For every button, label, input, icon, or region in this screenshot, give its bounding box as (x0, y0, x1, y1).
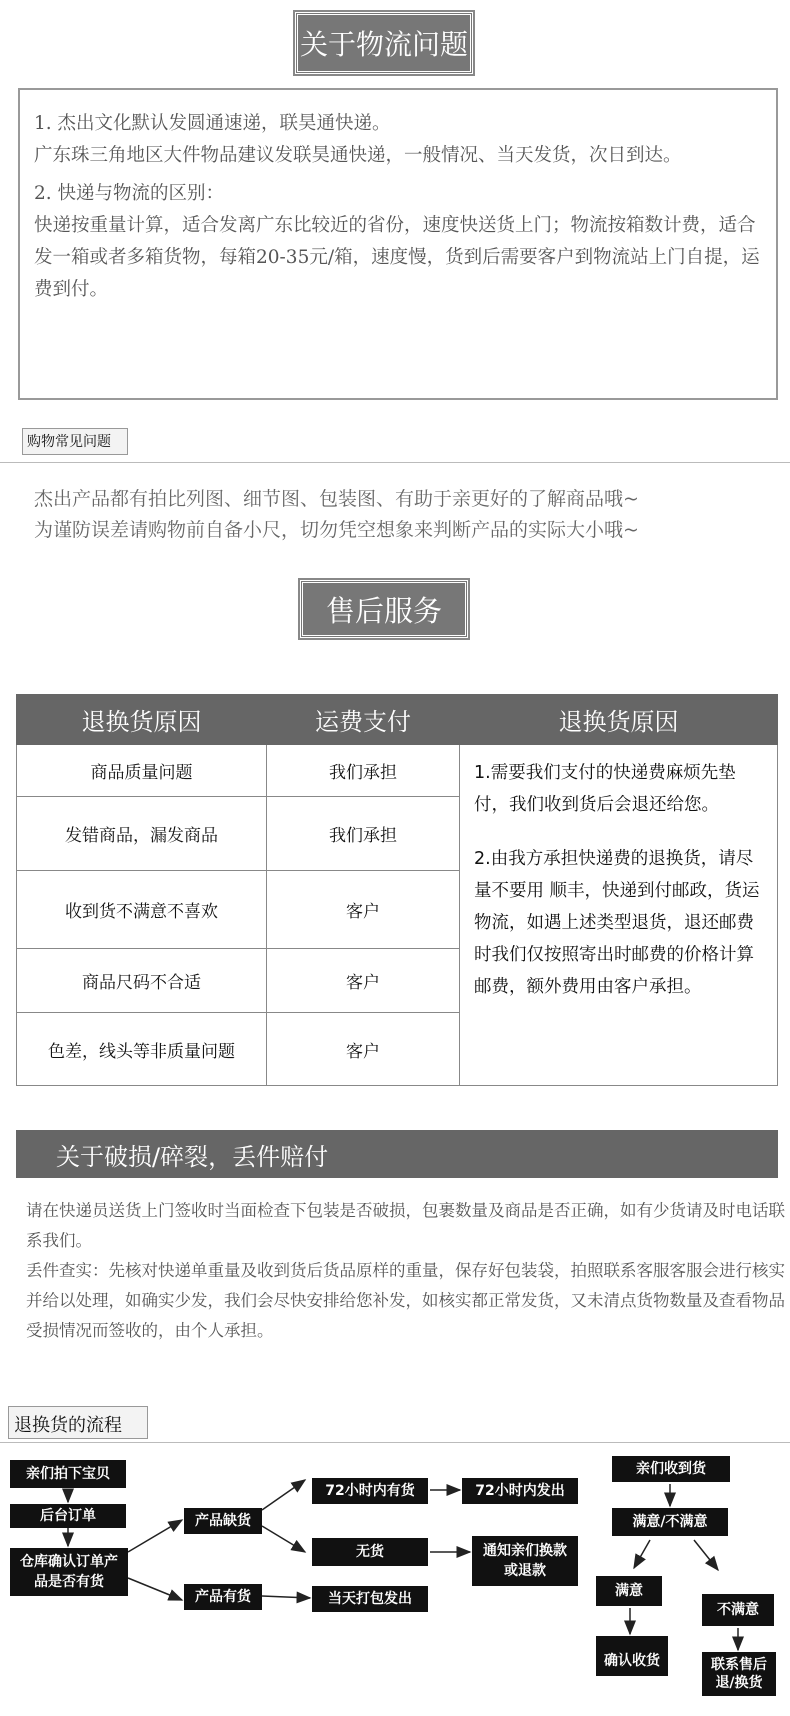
row-reason: 发错商品，漏发商品 (17, 797, 267, 871)
damage-banner: 关于破损/碎裂，丢件赔付 (16, 1130, 778, 1178)
logistics-line-3: 2. 快递与物流的区别： (34, 183, 225, 204)
flow-step-backend: 后台订单 (10, 1504, 126, 1528)
faq-label: 购物常见问题 (22, 428, 128, 455)
row-payer: 我们承担 (267, 797, 460, 871)
faq-tip-1: 杰出产品都有拍比列图、细节图、包装图、有助于亲更好的了解商品哦~ (34, 488, 639, 510)
flow-step-contact: 联系售后退/换货 (702, 1652, 776, 1696)
row-reason: 收到货不满意不喜欢 (17, 871, 267, 949)
flow-step-confirm: 仓库确认订单产品是否有货 (10, 1548, 128, 1596)
flow-step-received: 亲们收到货 (612, 1456, 730, 1482)
faq-tip-2: 为谨防误差请购物前自备小尺，切勿凭空想象来判断产品的实际大小哦~ (34, 519, 639, 541)
row-reason: 商品尺码不合适 (17, 949, 267, 1013)
flow-step-satisfied-or-not: 满意/不满意 (612, 1508, 728, 1536)
flow-step-unsatisfied: 不满意 (702, 1594, 774, 1626)
header-reason-note: 退换货原因 (460, 695, 778, 745)
logistics-line-4: 快递按重量计算，适合发离广东比较近的省份，速度快送货上门；物流按箱数计费，适合发一箱或者多箱货物，每箱20-35元/箱，速度慢，货到后需要客户到物流站上门自提，运费到付。 (34, 215, 760, 300)
flow-step-ship-today: 当天打包发出 (312, 1586, 428, 1612)
row-payer: 我们承担 (267, 745, 460, 797)
after-sales-title: 售后服务 (300, 580, 468, 638)
flow-step-no-stock: 无货 (312, 1538, 428, 1566)
flow-step-in-stock: 产品有货 (184, 1584, 262, 1610)
flow-step-order: 亲们拍下宝贝 (10, 1460, 126, 1488)
flow-step-satisfied: 满意 (596, 1576, 662, 1606)
damage-para-1: 请在快递员送货上门签收时当面检查下包装是否破损，包裹数量及商品是否正确，如有少货请及时电话联系我们。 (26, 1201, 785, 1250)
flow-step-out-of-stock: 产品缺货 (184, 1508, 262, 1534)
flow-step-confirm-receipt: 确认收货 (596, 1636, 668, 1676)
damage-para-2: 丢件查实：先核对快递单重量及收到货后货品原样的重量，保存好包装袋，拍照联系客服客服会进行核实并给以处理，如确实少发，我们会尽快安排给您补发，如核实都正常发货，又未清点货物数量及查看物品受损情况而签收的，由个人承担。 (26, 1261, 785, 1340)
row-reason: 商品质量问题 (17, 745, 267, 797)
flow-step-notify: 通知亲们换款或退款 (472, 1536, 578, 1586)
flow-step-stock-72h: 72小时内有货 (312, 1478, 428, 1504)
row-reason: 色差，线头等非质量问题 (17, 1013, 267, 1086)
row-payer: 客户 (267, 871, 460, 949)
flow-label: 退换货的流程 (8, 1406, 148, 1439)
header-payment: 运费支付 (267, 695, 460, 745)
note-1: 1.需要我们支付的快递费麻烦先垫付，我们收到货后会退还给您。 (474, 763, 736, 815)
logistics-title: 关于物流问题 (295, 12, 473, 74)
logistics-line-1: 1. 杰出文化默认发圆通速递，联昊通快递。 (34, 113, 391, 134)
row-payer: 客户 (267, 949, 460, 1013)
logistics-line-2: 广东珠三角地区大件物品建议发联昊通快递，一般情况、当天发货，次日到达。 (34, 145, 682, 166)
header-reason: 退换货原因 (17, 695, 267, 745)
note-2: 2.由我方承担快递费的退换货，请尽量不要用 顺丰，快递到付邮政，货运物流，如遇上述类型退货，退还邮费时我们仅按照寄出时邮费的价格计算邮费，额外费用由客户承担。 (474, 849, 760, 997)
flow-step-ship-72h: 72小时内发出 (462, 1478, 578, 1504)
row-payer: 客户 (267, 1013, 460, 1086)
